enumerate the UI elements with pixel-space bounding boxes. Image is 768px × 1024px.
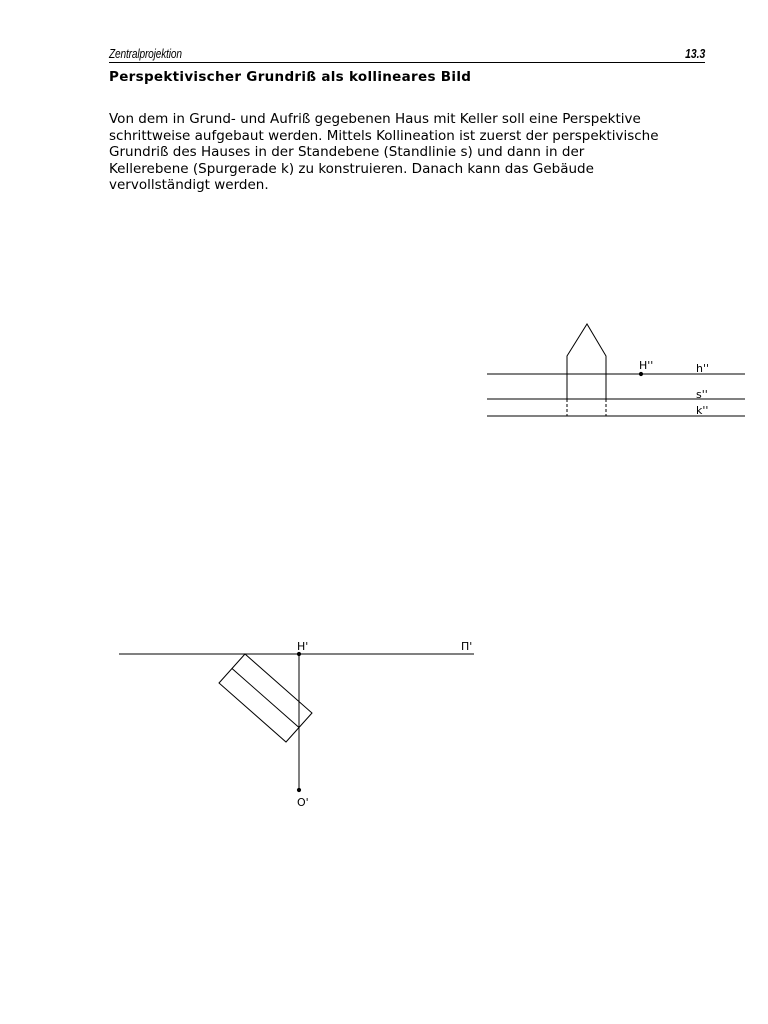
label-cellar-line: k'' xyxy=(696,404,709,417)
intro-line: vervollständigt werden. xyxy=(109,177,269,193)
intro-line: schrittweise aufgebaut werden. Mittels Kollineation ist zuerst der perspektivische xyxy=(109,127,659,144)
label-horizon-point-elevation: H'' xyxy=(639,359,654,372)
page-title: Perspektivischer Grundriß als kollineares Bild xyxy=(109,69,472,85)
label-stand-line: s'' xyxy=(696,388,708,401)
horizon-point-dot xyxy=(639,372,642,375)
cellar-dashed-outline xyxy=(567,399,606,416)
label-eye-point: O' xyxy=(297,796,309,809)
label-picture-plane: Π' xyxy=(461,640,473,653)
intro-line: Kellerebene (Spurgerade k) zu konstruieren. Danach kann das Gebäude xyxy=(109,160,594,177)
intro-line: Von dem in Grund- und Aufriß gegebenen Haus mit Keller soll eine Perspektive xyxy=(109,111,641,127)
label-horizon-point-plan: H' xyxy=(297,640,309,653)
ridge-line xyxy=(232,669,299,728)
plan-view xyxy=(119,652,474,791)
eye-point-dot xyxy=(297,788,300,791)
intro-line: Grundriß des Hauses in der Standebene (Standlinie s) und dann in der xyxy=(109,144,585,160)
house-elevation-outline xyxy=(567,324,606,399)
label-horizon-line: h'' xyxy=(696,362,710,375)
page-number: 13.3 xyxy=(684,46,705,61)
section-title: Zentralprojektion xyxy=(109,46,182,61)
